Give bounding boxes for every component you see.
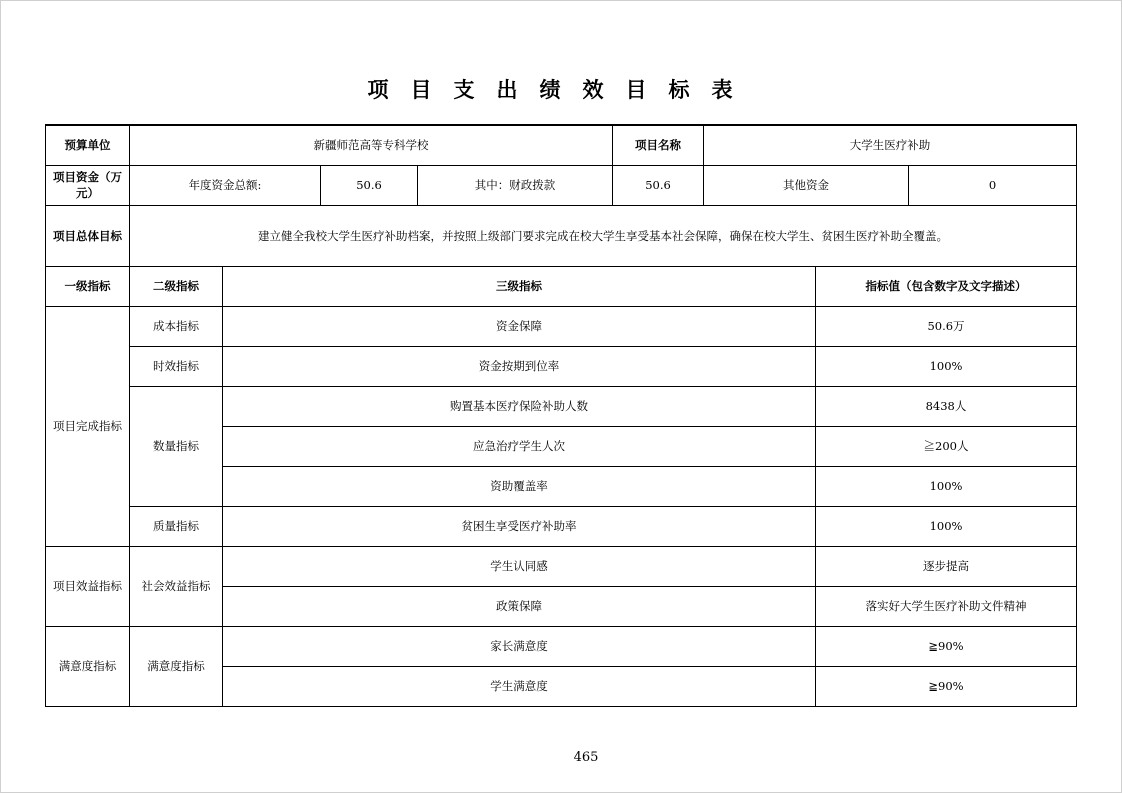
satisfaction-value: ≧90%	[816, 626, 1077, 666]
quantity-value: 8438人	[816, 386, 1077, 426]
funds-label: 项目资金（万元）	[46, 165, 130, 205]
project-name-value: 大学生医疗补助	[704, 125, 1077, 165]
table-row	[46, 506, 1077, 546]
table-row	[46, 346, 1077, 386]
budget-unit-label: 预算单位	[46, 125, 130, 165]
table-row	[46, 386, 1077, 426]
social-benefit-value: 落实好大学生医疗补助文件精神	[816, 586, 1077, 626]
page-title: 项目支出绩效目标表	[367, 78, 755, 102]
table-row	[46, 306, 1077, 346]
timeliness-item: 资金按期到位率	[223, 346, 816, 386]
quality-item: 贫困生享受医疗补助率	[223, 506, 816, 546]
quality-value: 100%	[816, 506, 1077, 546]
overall-goal-row	[46, 205, 1077, 266]
satisfaction-item: 家长满意度	[223, 626, 816, 666]
fiscal-funds-label: 其中：财政拨款	[418, 165, 613, 205]
total-funds-label: 年度资金总额:	[130, 165, 321, 205]
quantity-indicator-label: 数量指标	[130, 386, 223, 506]
performance-target-table	[45, 124, 1077, 707]
level3-header: 三级指标	[223, 266, 816, 306]
cost-item: 资金保障	[223, 306, 816, 346]
cost-value: 50.6万	[816, 306, 1077, 346]
timeliness-value: 100%	[816, 346, 1077, 386]
page-number: 465	[573, 750, 599, 765]
social-benefit-label: 社会效益指标	[130, 546, 223, 626]
quantity-item: 资助覆盖率	[223, 466, 816, 506]
overall-goal-text: 建立健全我校大学生医疗补助档案，并按照上级部门要求完成在校大学生享受基本社会保障，确保在校大学生、贫困生医疗补助全覆盖。	[130, 205, 1077, 266]
level1-header: 一级指标	[46, 266, 130, 306]
social-benefit-item: 学生认同感	[223, 546, 816, 586]
level2-header: 二级指标	[130, 266, 223, 306]
timeliness-indicator-label: 时效指标	[130, 346, 223, 386]
social-benefit-value: 逐步提高	[816, 546, 1077, 586]
other-funds-label: 其他资金	[704, 165, 909, 205]
budget-unit-value: 新疆师范高等专科学校	[130, 125, 613, 165]
fiscal-funds-value: 50.6	[613, 165, 704, 205]
social-benefit-item: 政策保障	[223, 586, 816, 626]
quantity-item: 购置基本医疗保险补助人数	[223, 386, 816, 426]
satisfaction-item: 学生满意度	[223, 666, 816, 706]
quantity-item: 应急治疗学生人次	[223, 426, 816, 466]
overall-goal-label: 项目总体目标	[46, 205, 130, 266]
total-funds-value: 50.6	[321, 165, 418, 205]
satisfaction-value: ≧90%	[816, 666, 1077, 706]
indicator-header-row	[46, 266, 1077, 306]
project-name-label: 项目名称	[613, 125, 704, 165]
other-funds-value: 0	[909, 165, 1077, 205]
quality-indicator-label: 质量指标	[130, 506, 223, 546]
satisfaction-sub-label: 满意度指标	[130, 626, 223, 706]
satisfaction-indicator-label: 满意度指标	[46, 626, 130, 706]
benefit-indicator-label: 项目效益指标	[46, 546, 130, 626]
budget-unit-row	[46, 125, 1077, 165]
cost-indicator-label: 成本指标	[130, 306, 223, 346]
quantity-value: ≧200人	[816, 426, 1077, 466]
table-row	[46, 626, 1077, 666]
value-header: 指标值（包含数字及文字描述）	[816, 266, 1077, 306]
quantity-value: 100%	[816, 466, 1077, 506]
completion-indicator-label: 项目完成指标	[46, 306, 130, 546]
table-row	[46, 546, 1077, 586]
funds-row	[46, 165, 1077, 205]
